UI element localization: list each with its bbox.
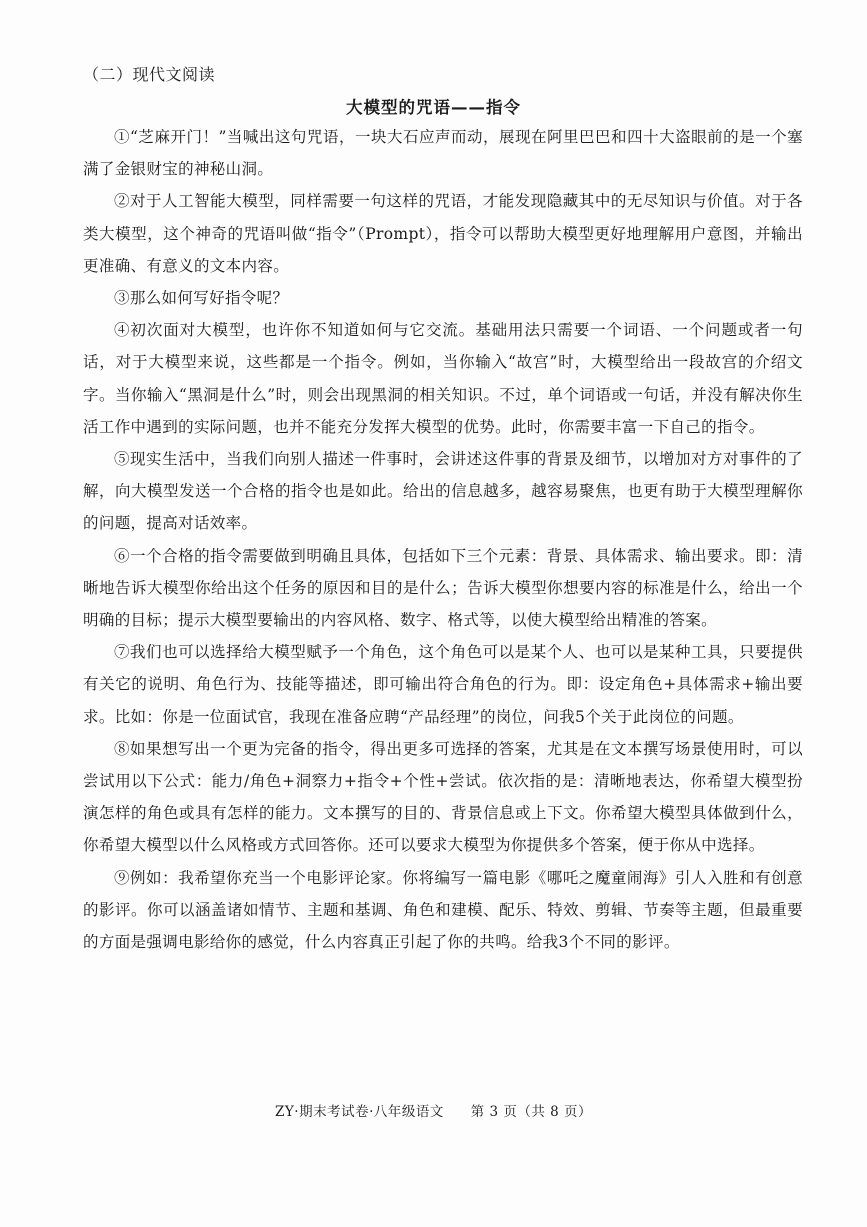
paragraph-1: ①“芝麻开门！”当喊出这句咒语，一块大石应声而动，展现在阿里巴巴和四十大盗眼前的是一个塞满了金银财宝的神秘山洞。 (83, 128, 803, 179)
paragraph-3: ③那么如何写好指令呢？ (114, 289, 289, 308)
paragraph-4: ④初次面对大模型，也许你不知道如何与它交流。基础用法只需要一个词语、一个问题或者一句话，对于大模型来说，这些都是一个指令。例如，当你输入“故宫”时，大模型给出一段故宫的介绍文字。当你输入“黑洞是什么”时，则会出现黑洞的相关知识。不过，单个词语或一句话，并没有解决你生活工作中遇到的实际问题，也并不能充分发挥大模型的优势。此时，你需要丰富一下自己的指令。 (83, 321, 803, 436)
page-number: 第 3 页（共 8 页） (470, 1104, 592, 1120)
article-title: 大模型的咒语——指令 (346, 98, 521, 117)
paragraph-2: ②对于人工智能大模型，同样需要一句这样的咒语，才能发现隐藏其中的无尽知识与价值。对于各类大模型，这个神奇的咒语叫做“指令”（Prompt），指令可以帮助大模型更好地理解用户意图，并输出更准确、有意义的文本内容。 (83, 192, 803, 275)
paragraph-9: ⑨例如：我希望你充当一个电影评论家。你将编写一篇电影《哪吒之魔童闹海》引人入胜和有创意的影评。你可以涵盖诸如情节、主题和基调、角色和建模、配乐、特效、剪辑、节奏等主题，但最重要的方面是强调电影给你的感觉，什么内容真正引起了你的共鸣。给我3个不同的影评。 (83, 868, 803, 952)
exam-label: ZY·期末考试卷·八年级语文 (274, 1104, 444, 1120)
section-heading: （二）现代文阅读 (83, 65, 216, 84)
article-body (83, 121, 803, 958)
paragraph-8: ⑧如果想写出一个更为完备的指令，得出更多可选择的答案，尤其是在文本撰写场景使用时，可以尝试用以下公式：能力/角色+洞察力+指令+个性+尝试。依次指的是：清晰地表达，你希望大模型扮演怎样的角色或具有怎样的能力。文本撰写的目的、背景信息或上下文。你希望大模型具体做到什么，你希望大模型以什么风格或方式回答你。还可以要求大模型为你提供多个答案，便于你从中选择。 (83, 739, 803, 855)
paragraph-7: ⑦我们也可以选择给大模型赋予一个角色，这个角色可以是某个人、也可以是某种工具，只要提供有关它的说明、角色行为、技能等描述，即可输出符合角色的行为。即：设定角色+具体需求+输出要求。比如：你是一位面试官，我现在准备应聘“产品经理”的岗位，问我5个关于此岗位的问题。 (83, 643, 803, 726)
paragraph-5: ⑤现实生活中，当我们向别人描述一件事时，会讲述这件事的背景及细节，以增加对方对事件的了解，向大模型发送一个合格的指令也是如此。给出的信息越多，越容易聚焦，也更有助于大模型理解你的问题，提高对话效率。 (83, 450, 803, 533)
paragraph-6: ⑥一个合格的指令需要做到明确且具体，包括如下三个元素：背景、具体需求、输出要求。即：清晰地告诉大模型你给出这个任务的原因和目的是什么；告诉大模型你想要内容的标准是什么，给出一个明确的目标；提示大模型要输出的内容风格、数字、格式等，以使大模型给出精准的答案。 (83, 546, 803, 630)
page-footer (0, 1100, 867, 1120)
